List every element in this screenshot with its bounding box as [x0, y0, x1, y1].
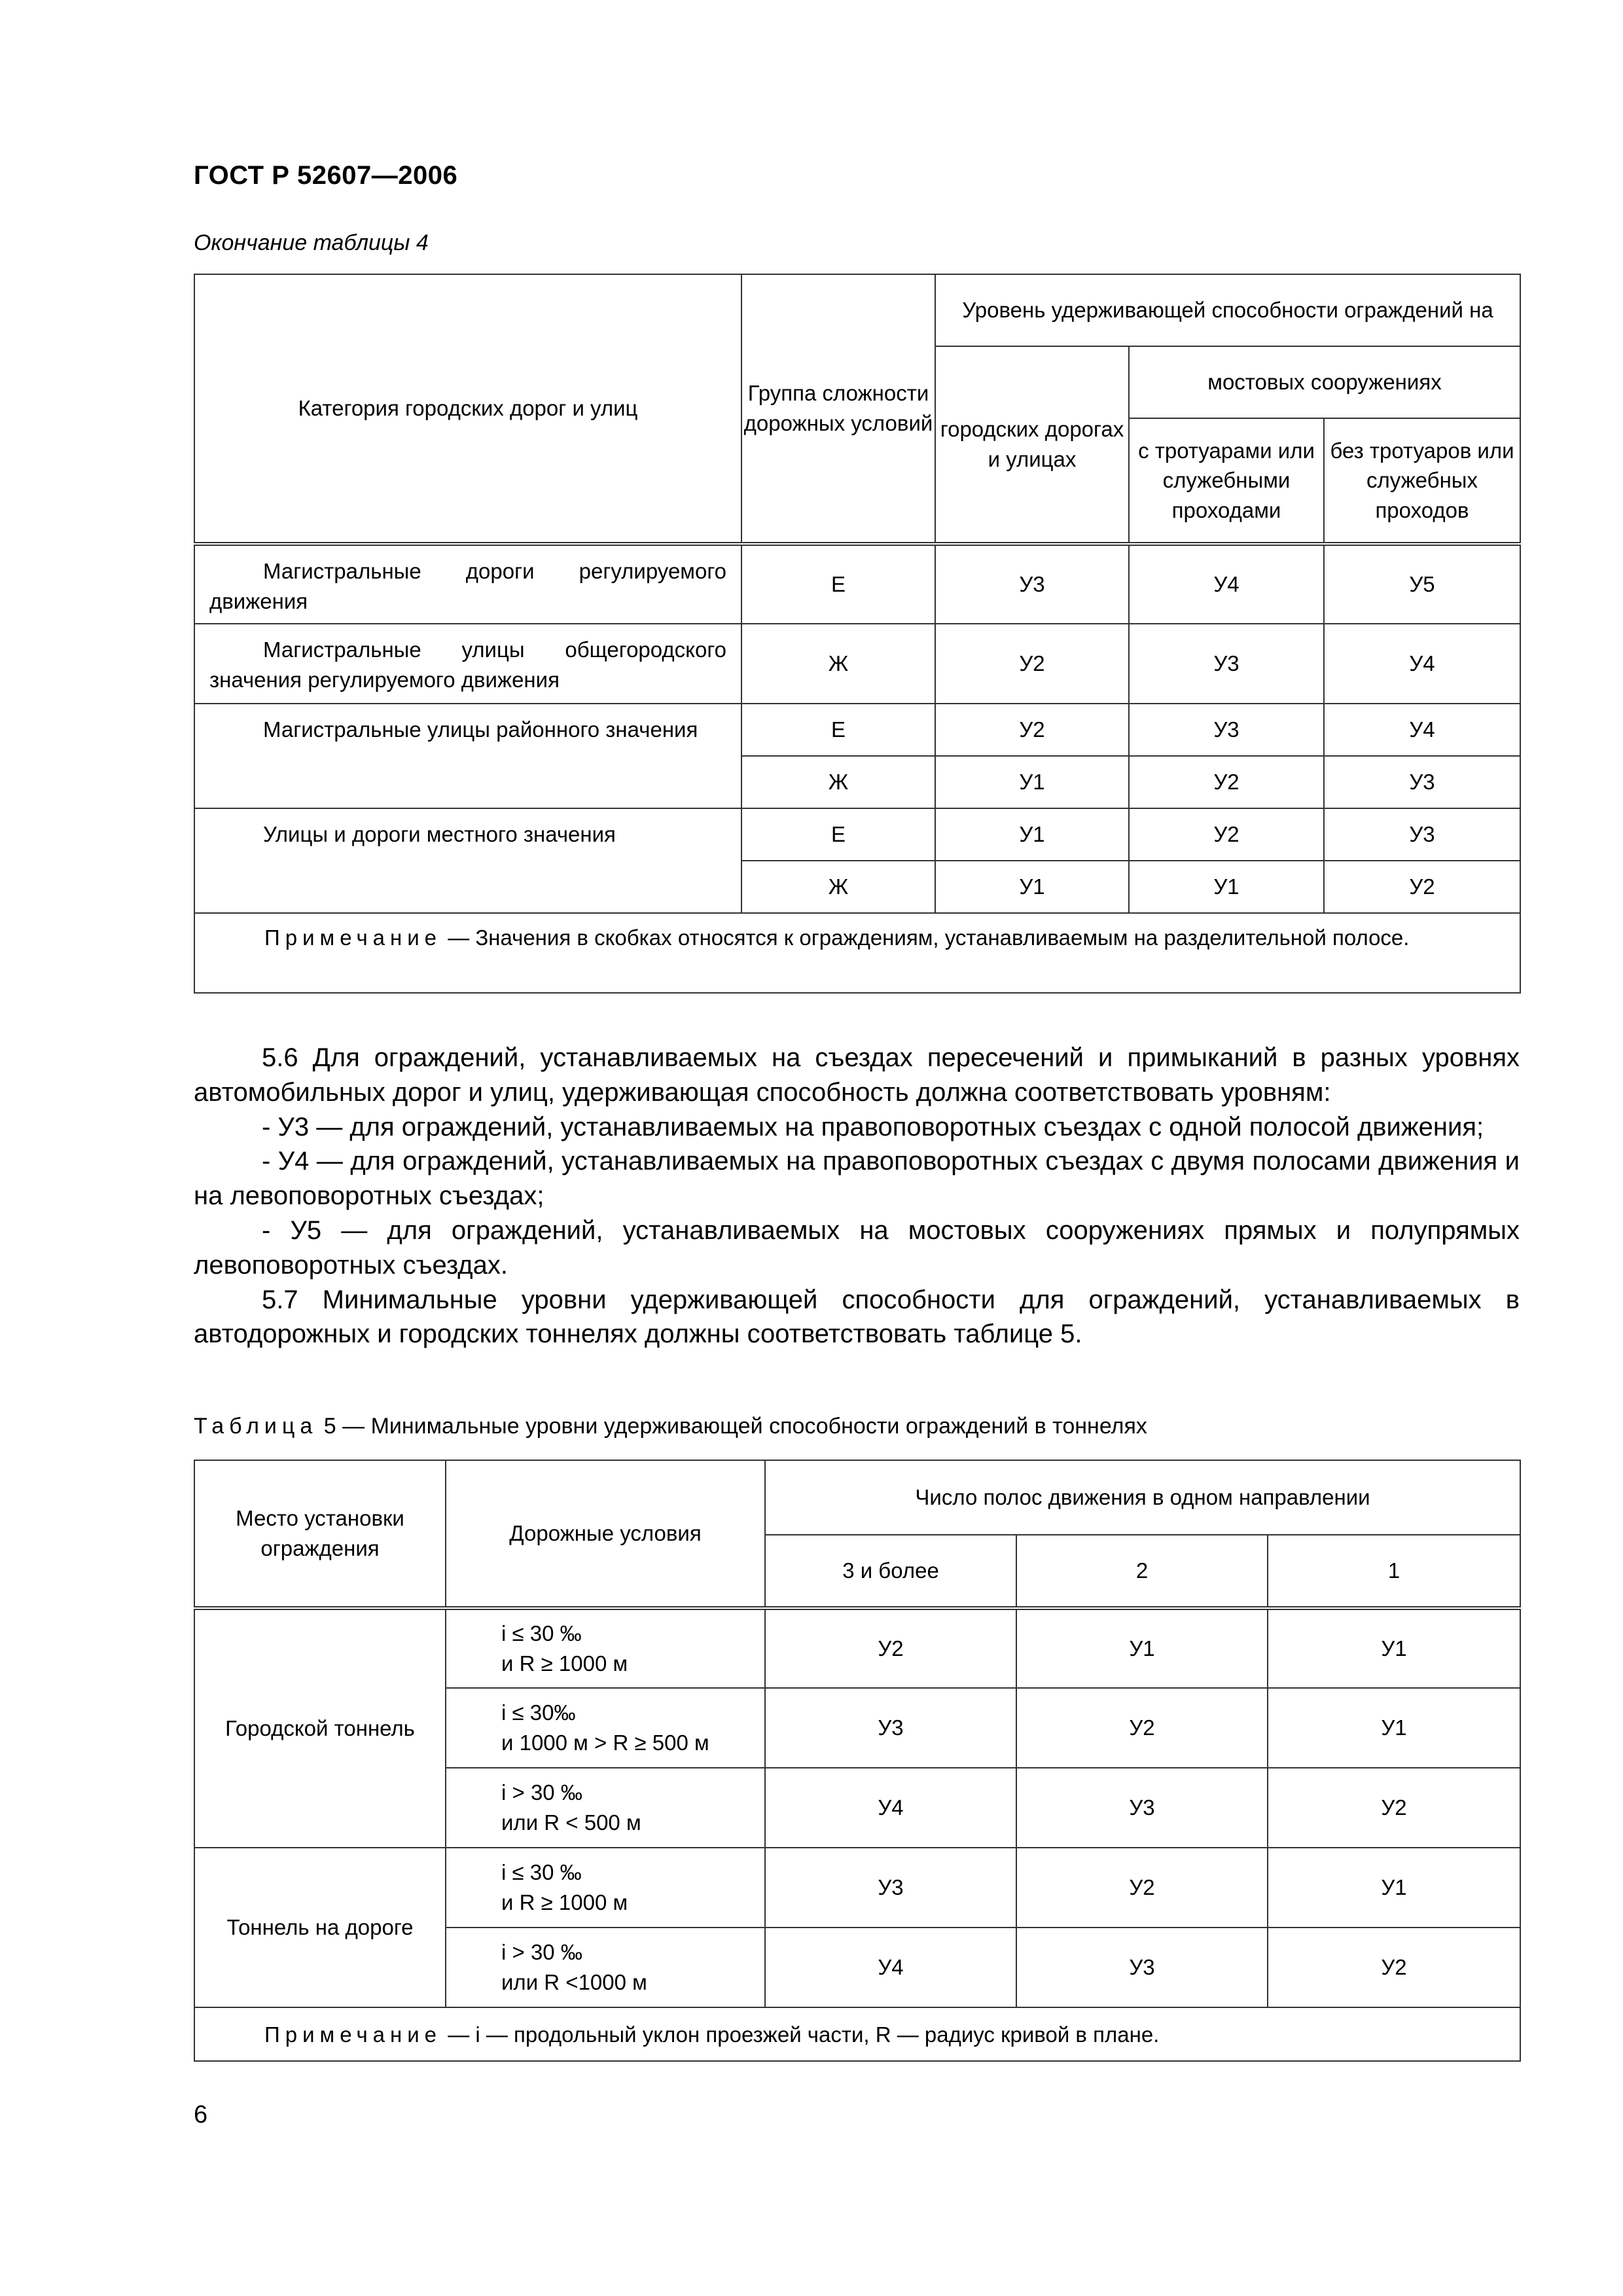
header-lanes-2: 2 — [1016, 1535, 1268, 1608]
value-cell: У3 — [765, 1848, 1016, 1928]
condition-slope: i > 30 ‰ — [501, 1940, 582, 1965]
value-cell: У5 — [1324, 544, 1520, 624]
condition-cell — [446, 1848, 765, 1928]
value-cell: У2 — [935, 704, 1129, 756]
group-cell: Е — [741, 808, 935, 861]
value-cell: У1 — [1268, 1848, 1520, 1928]
header-city-roads: городских дорогах и улицах — [935, 346, 1129, 544]
paragraph-5-7: 5.7 Минимальные уровни удерживающей способности для ограждений, устанавливаемых в автодорожных и городских тоннелях должны соответствовать таблице 5. — [194, 1285, 1520, 1349]
value-cell: У1 — [1129, 861, 1324, 913]
value-cell: У2 — [1129, 756, 1324, 808]
category-cell: Магистральные дороги регулируемого движения — [194, 544, 741, 624]
condition-radius: и R ≥ 1000 м — [501, 1651, 628, 1676]
table-note-row — [194, 913, 1520, 993]
note-label: Примечание — [264, 2022, 442, 2047]
condition-cell — [446, 1928, 765, 2007]
header-conditions: Дорожные условия — [446, 1460, 765, 1608]
table5-caption-text: 5 — Минимальные уровни удерживающей способности ограждений в тоннелях — [323, 1414, 1147, 1439]
condition-slope: i ≤ 30‰ — [501, 1700, 576, 1725]
header-lanes-3: 3 и более — [765, 1535, 1016, 1608]
value-cell: У2 — [1268, 1768, 1520, 1848]
table5-caption-label: Таблица — [194, 1414, 318, 1439]
body-section — [194, 1041, 1520, 1352]
header-complexity-group: Группа сложности дорожных условий — [741, 274, 935, 544]
value-cell: У1 — [935, 808, 1129, 861]
document-title: ГОСТ Р 52607—2006 — [194, 161, 458, 190]
table-row — [194, 1848, 1520, 1928]
value-cell: У2 — [1016, 1848, 1268, 1928]
table-note-row — [194, 2007, 1520, 2061]
value-cell: У1 — [1268, 1608, 1520, 1688]
condition-cell — [446, 1768, 765, 1848]
value-cell: У2 — [1268, 1928, 1520, 2007]
table-row — [194, 624, 1520, 704]
value-cell: У4 — [1324, 624, 1520, 704]
header-lanes: Число полос движения в одном направлении — [765, 1460, 1520, 1535]
header-lanes-1: 1 — [1268, 1535, 1520, 1608]
value-cell: У2 — [765, 1608, 1016, 1688]
condition-radius: и R ≥ 1000 м — [501, 1890, 628, 1914]
condition-radius: и 1000 м > R ≥ 500 м — [501, 1731, 709, 1755]
value-cell: У3 — [935, 544, 1129, 624]
condition-radius: или R <1000 м — [501, 1970, 647, 1994]
header-place: Место установки ограждения — [194, 1460, 446, 1608]
table-row — [194, 704, 1520, 756]
condition-cell — [446, 1688, 765, 1768]
bullet-u3: - У3 — для ограждений, устанавливаемых на правоповоротных съездах с одной полосой движения; — [262, 1112, 1484, 1141]
condition-slope: i ≤ 30 ‰ — [501, 1621, 582, 1646]
value-cell: У1 — [1268, 1688, 1520, 1768]
value-cell: У2 — [1016, 1688, 1268, 1768]
value-cell: У3 — [1324, 756, 1520, 808]
table-4 — [194, 274, 1521, 994]
group-city-tunnel: Городской тоннель — [194, 1608, 446, 1848]
category-cell: Улицы и дороги местного значения — [194, 808, 741, 913]
value-cell: У3 — [1129, 704, 1324, 756]
value-cell: У3 — [1016, 1928, 1268, 2007]
table-row — [194, 1608, 1520, 1688]
header-restraint-level: Уровень удерживающей способности ограждений на — [935, 274, 1520, 346]
header-with-sidewalks: с тротуарами или служебными проходами — [1129, 418, 1324, 544]
value-cell: У3 — [1129, 624, 1324, 704]
value-cell: У3 — [1324, 808, 1520, 861]
group-cell: Е — [741, 704, 935, 756]
bullet-u4: - У4 — для ограждений, устанавливаемых на правоповоротных съездах с двумя полосами движения и на левоповоротных съездах; — [194, 1147, 1520, 1211]
table5-caption — [194, 1414, 1147, 1439]
page-number: 6 — [194, 2101, 208, 2128]
condition-radius: или R < 500 м — [501, 1810, 641, 1835]
group-cell: Е — [741, 544, 935, 624]
value-cell: У2 — [1324, 861, 1520, 913]
value-cell: У4 — [1324, 704, 1520, 756]
condition-cell — [446, 1608, 765, 1688]
value-cell: У1 — [935, 861, 1129, 913]
header-category: Категория городских дорог и улиц — [194, 274, 741, 544]
note-text: — Значения в скобках относятся к ограждениям, устанавливаемым на разделительной полосе. — [448, 925, 1410, 950]
table4-note — [194, 913, 1520, 993]
table5-note — [194, 2007, 1520, 2061]
table-5 — [194, 1460, 1521, 2062]
value-cell: У1 — [1016, 1608, 1268, 1688]
value-cell: У3 — [765, 1688, 1016, 1768]
group-cell: Ж — [741, 861, 935, 913]
value-cell: У4 — [1129, 544, 1324, 624]
table-row — [194, 808, 1520, 861]
header-without-sidewalks: без тротуаров или служебных проходов — [1324, 418, 1520, 544]
value-cell: У4 — [765, 1768, 1016, 1848]
note-label: Примечание — [264, 925, 442, 950]
value-cell: У2 — [1129, 808, 1324, 861]
table4-caption: Окончание таблицы 4 — [194, 230, 429, 255]
category-cell: Магистральные улицы районного значения — [194, 704, 741, 808]
paragraph-5-6: 5.6 Для ограждений, устанавливаемых на съездах пересечений и примыканий в разных уровнях автомобильных дорог и улиц, удерживающая способность должна соответствовать уровням: — [194, 1043, 1520, 1107]
value-cell: У3 — [1016, 1768, 1268, 1848]
condition-slope: i > 30 ‰ — [501, 1780, 582, 1805]
group-cell: Ж — [741, 624, 935, 704]
table-row — [194, 544, 1520, 624]
condition-slope: i ≤ 30 ‰ — [501, 1860, 582, 1885]
value-cell: У4 — [765, 1928, 1016, 2007]
category-cell: Магистральные улицы общегородского значения регулируемого движения — [194, 624, 741, 704]
header-bridges: мостовых сооружениях — [1129, 346, 1520, 418]
value-cell: У2 — [935, 624, 1129, 704]
note-text: — i — продольный уклон проезжей части, R — радиус кривой в плане. — [448, 2022, 1160, 2047]
value-cell: У1 — [935, 756, 1129, 808]
group-road-tunnel: Тоннель на дороге — [194, 1848, 446, 2007]
group-cell: Ж — [741, 756, 935, 808]
bullet-u5: - У5 — для ограждений, устанавливаемых на мостовых сооружениях прямых и полупрямых левоповоротных съездах. — [194, 1215, 1520, 1280]
